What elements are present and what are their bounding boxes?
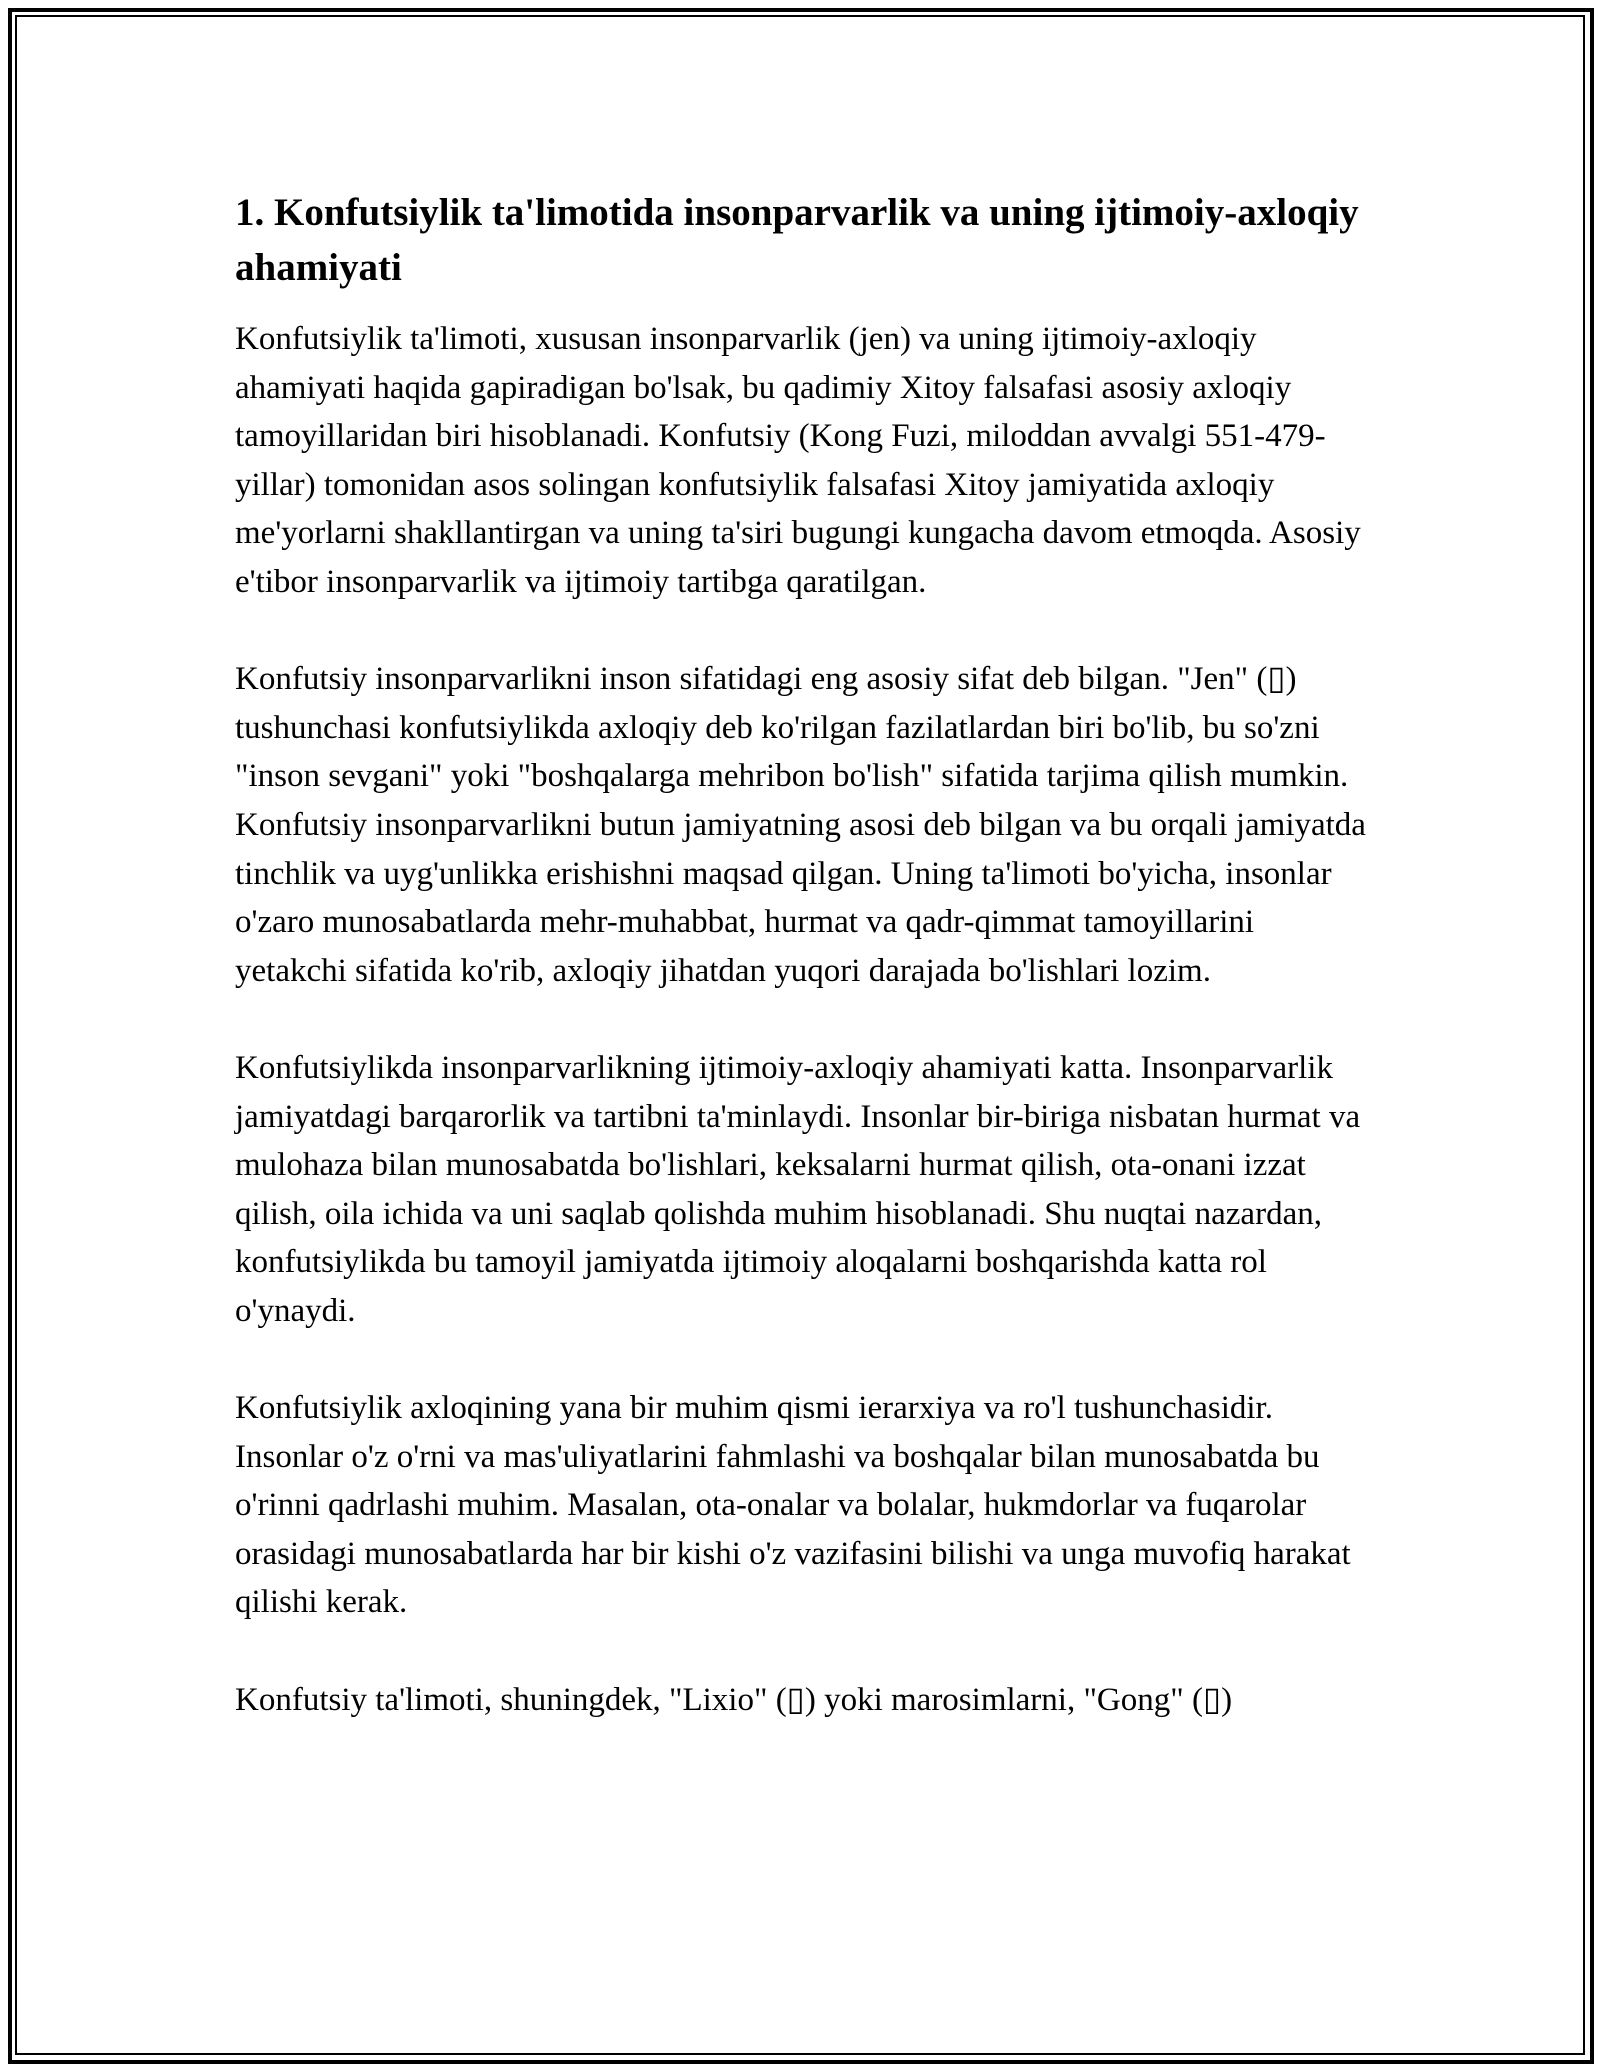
paragraph-1: Konfutsiylik ta'limoti, xususan insonparvarlik (jen) va uning ijtimoiy-axloqiy ahamiyati haqida gapiradigan bo'lsak, bu qadimiy Xitoy falsafasi asosiy axloqiy tamoyillaridan biri hisoblanadi. Konfutsiy (Kong Fuzi, miloddan avvalgi 551-479-yillar) tomonidan asos solingan konfutsiylik falsafasi Xitoy jamiyatida axloqiy me'yorlarni shakllantirgan va uning ta'siri bugungi kungacha davom etmoqda. Asosiy e'tibor insonparvarlik va ijtimoiy tartibga qaratilgan. [235,321,1361,600]
document-body [235,185,1370,1773]
page-title: 1. Konfutsiylik ta'limotida insonparvarlik va uning ijtimoiy-axloqiy ahamiyati [235,191,1359,289]
paragraph-3: Konfutsiylikda insonparvarlikning ijtimoiy-axloqiy ahamiyati katta. Insonparvarlik jamiyatdagi barqarorlik va tartibni ta'minlaydi. Insonlar bir-biriga nisbatan hurmat va mulohaza bilan munosabatda bo'lishlari, keksalarni hurmat qilish, ota-onani izzat qilish, oila ichida va uni saqlab qolishda muhim hisoblanadi. Shu nuqtai nazardan, konfutsiylikda bu tamoyil jamiyatda ijtimoiy aloqalarni boshqarishda katta rol o'ynaydi. [235,1049,1361,1329]
paragraph-5: Konfutsiy ta'limoti, shuningdek, "Lixio" (▯) yoki marosimlarni, "Gong" (▯) [235,1681,1233,1718]
paragraph-4: Konfutsiylik axloqining yana bir muhim qismi ierarxiya va ro'l tushunchasidir. Insonlar o'z o'rni va mas'uliyatlarini fahmlashi va boshqalar bilan munosabatda bu o'rinni qadrlashi muhim. Masalan, ota-onalar va bolalar, hukmdorlar va fuqarolar orasidagi munosabatlarda har bir kishi o'z vazifasini bilishi va unga muvofiq harakat qilishi kerak. [235,1390,1351,1621]
paragraph-2: Konfutsiy insonparvarlikni inson sifatidagi eng asosiy sifat deb bilgan. "Jen" (▯) tushunchasi konfutsiylikda axloqiy deb ko'rilgan fazilatlardan biri bo'lib, bu so'zni "inson sevgani" yoki "boshqalarga mehribon bo'lish" sifatida tarjima qilish mumkin. Konfutsiy insonparvarlikni butun jamiyatning asosi deb bilgan va bu orqali jamiyatda tinchlik va uyg'unlikka erishishni maqsad qilgan. Uning ta'limoti bo'yicha, insonlar o'zaro munosabatlarda mehr-muhabbat, hurmat va qadr-qimmat tamoyillarini yetakchi sifatida ko'rib, axloqiy jihatdan yuqori darajada bo'lishlari lozim. [235,661,1366,989]
